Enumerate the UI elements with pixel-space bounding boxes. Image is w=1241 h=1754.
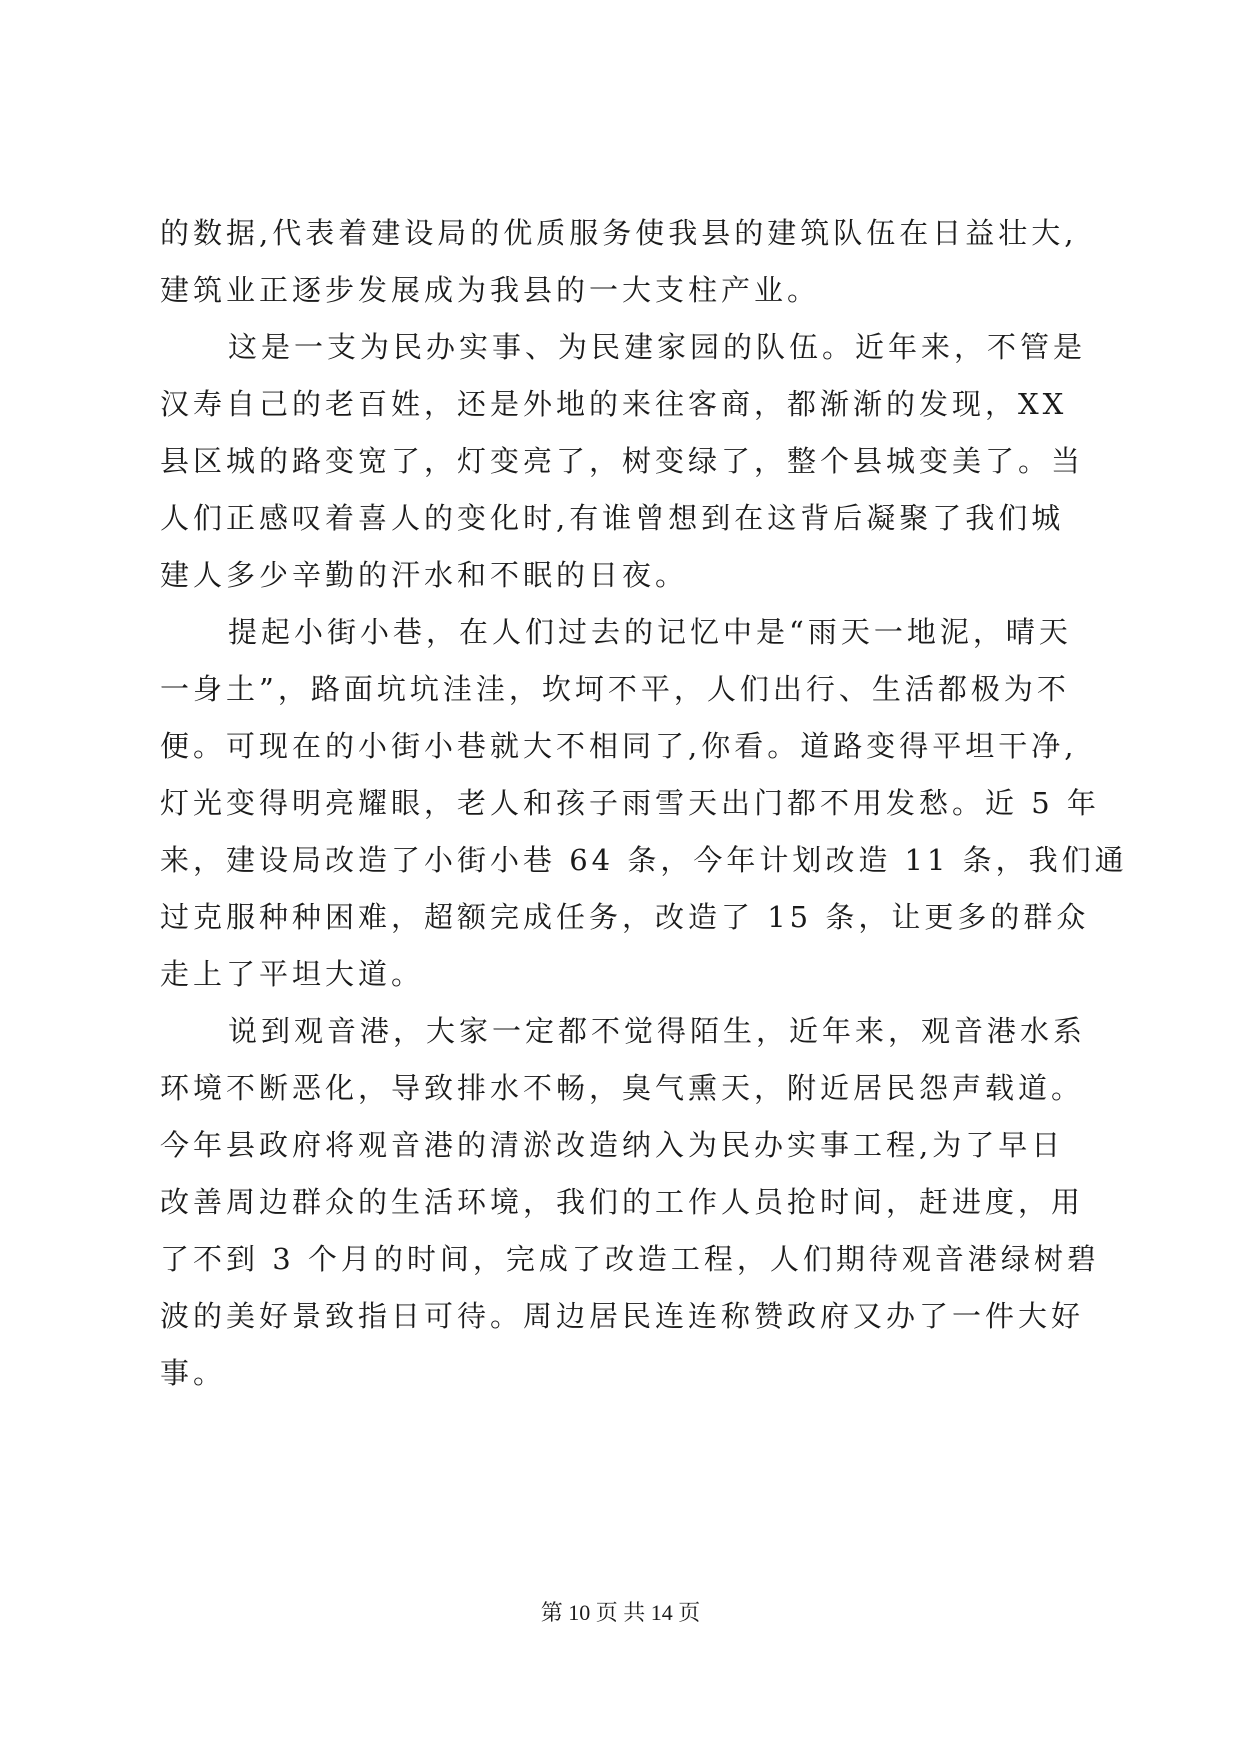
text-line: 汉寿自己的老百姓，还是外地的来往客商，都渐渐的发现，XX [160, 387, 1068, 421]
paragraph-first-line: 这是一支为民办实事、为民建家园的队伍。近年来，不管是 [228, 330, 1087, 364]
text-line: 波的美好景致指日可待。周边居民连连称赞政府又办了一件大好 [160, 1299, 1085, 1333]
text-line: 建人多少辛勤的汗水和不眠的日夜。 [160, 558, 689, 592]
paragraph-first-line: 提起小街小巷，在人们过去的记忆中是“雨天一地泥，晴天 [228, 615, 1072, 649]
text-line: 走上了平坦大道。 [160, 957, 425, 991]
text-line: 了不到 3 个月的时间，完成了改造工程，人们期待观音港绿树碧 [160, 1242, 1100, 1276]
text-line: 过克服种种困难，超额完成任务，改造了 15 条，让更多的群众 [160, 900, 1090, 934]
text-line: 县区城的路变宽了，灯变亮了，树变绿了，整个县城变美了。当 [160, 444, 1085, 478]
page-number-footer: 第 10 页 共 14 页 [540, 1600, 701, 1625]
text-line: 今年县政府将观音港的清淤改造纳入为民办实事工程,为了早日 [160, 1128, 1065, 1162]
text-line: 一身土”，路面坑坑洼洼，坎坷不平，人们出行、生活都极为不 [160, 672, 1070, 706]
text-line: 灯光变得明亮耀眼，老人和孩子雨雪天出门都不用发愁。近 5 年 [160, 786, 1100, 820]
text-line: 来，建设局改造了小街小巷 64 条，今年计划改造 11 条，我们通 [160, 843, 1128, 877]
text-line: 事。 [160, 1356, 227, 1390]
text-line: 便。可现在的小街小巷就大不相同了,你看。道路变得平坦干净, [160, 729, 1078, 763]
document-body [160, 205, 1128, 1402]
text-line: 环境不断恶化，导致排水不畅，臭气熏天，附近居民怨声载道。 [160, 1071, 1085, 1105]
text-line: 改善周边群众的生活环境，我们的工作人员抢时间，赶进度，用 [160, 1185, 1085, 1219]
text-line: 人们正感叹着喜人的变化时,有谁曾想到在这背后凝聚了我们城 [160, 501, 1065, 535]
text-line: 建筑业正逐步发展成为我县的一大支柱产业。 [160, 273, 821, 307]
text-line: 的数据,代表着建设局的优质服务使我县的建筑队伍在日益壮大, [160, 216, 1078, 250]
paragraph-first-line: 说到观音港，大家一定都不觉得陌生，近年来，观音港水系 [228, 1014, 1087, 1048]
